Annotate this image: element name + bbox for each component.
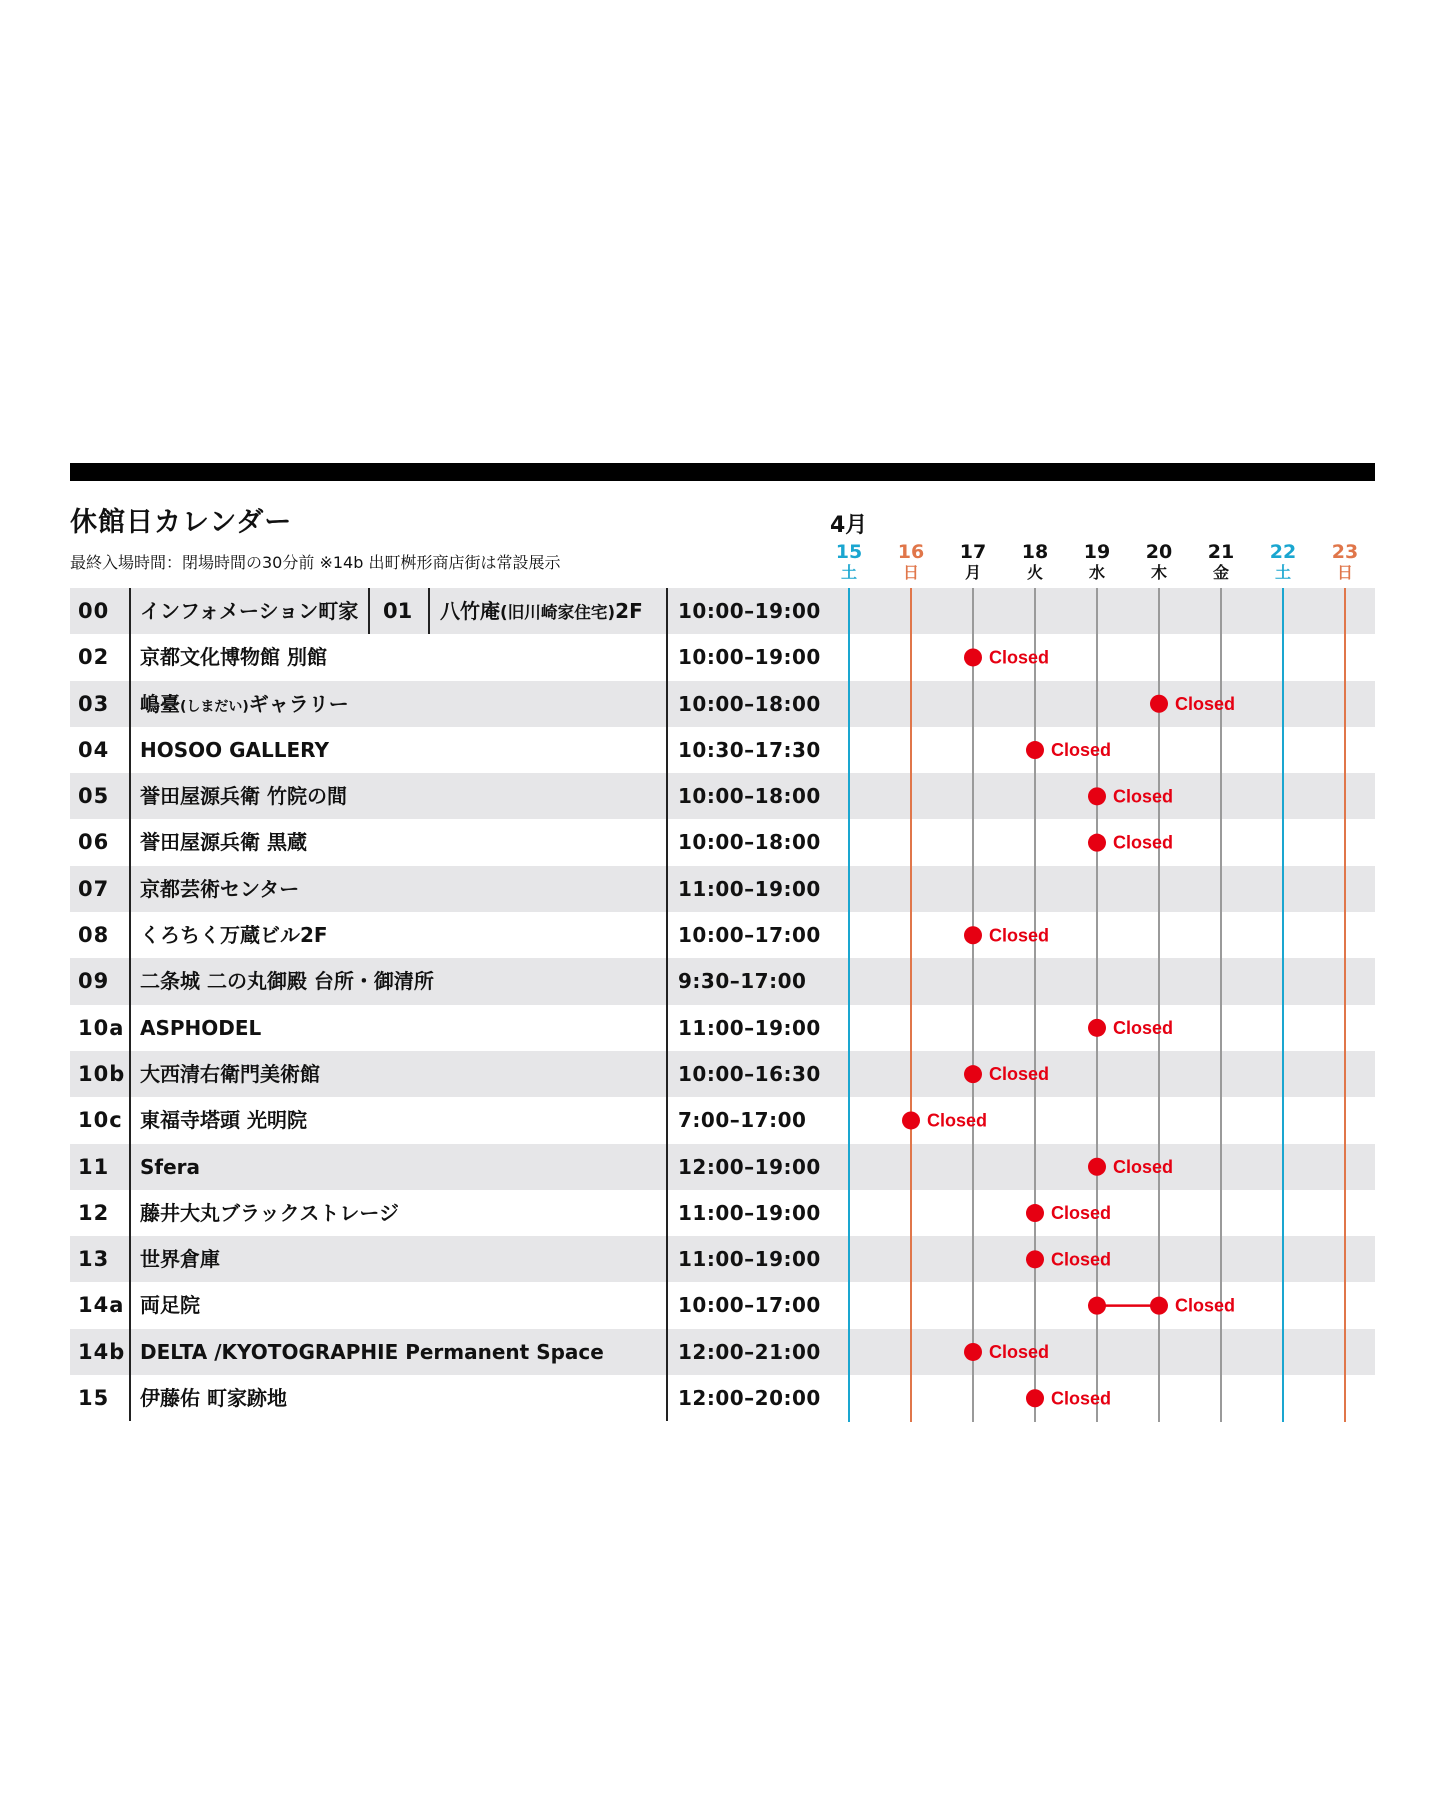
venue-name-main: 嶋臺: [140, 691, 180, 716]
venue-name: 世界倉庫: [140, 1247, 220, 1272]
closed-label: Closed: [1051, 1203, 1112, 1224]
venue-name: 誉田屋源兵衛 黒蔵: [140, 830, 307, 855]
venue-name: 藤井大丸ブラックストレージ: [140, 1200, 399, 1225]
venue-number: 05: [78, 784, 110, 809]
table-row: [70, 819, 1375, 865]
table-row: [70, 1375, 1375, 1421]
page-subtitle: 最終入場時間：閉場時間の30分前 ※14b 出町桝形商店街は常設展示: [70, 553, 561, 572]
table-row: [70, 1051, 1375, 1097]
column-divider: [129, 1097, 131, 1143]
column-divider: [666, 1144, 668, 1190]
day-weekday: 木: [1150, 563, 1167, 582]
table-row: [70, 1144, 1375, 1190]
day-header-23: [1320, 540, 1370, 582]
day-header-17: [948, 540, 998, 582]
closed-label: Closed: [1175, 693, 1236, 714]
table-row: [70, 1236, 1375, 1282]
venue-number: 10a: [78, 1015, 125, 1040]
table-row: [70, 866, 1375, 912]
venue-name-reading: (しまだい): [180, 698, 249, 715]
day-date: 16: [897, 541, 925, 563]
closed-label: Closed: [989, 647, 1050, 668]
column-divider: [666, 727, 668, 773]
day-weekday: 月: [964, 563, 981, 582]
table-row: [70, 727, 1375, 773]
column-divider: [666, 1051, 668, 1097]
column-divider: [666, 1190, 668, 1236]
opening-hours: 11:00–19:00: [678, 1247, 821, 1272]
opening-hours: 11:00–19:00: [678, 1200, 821, 1225]
venue-number: 06: [78, 830, 110, 855]
closed-label: Closed: [1051, 740, 1112, 761]
venue-number: 14b: [78, 1339, 126, 1364]
day-date: 17: [959, 541, 987, 563]
column-divider: [129, 1190, 131, 1236]
day-date: 23: [1331, 541, 1359, 563]
day-weekday: 金: [1212, 563, 1229, 582]
column-divider: [129, 1236, 131, 1282]
closed-label: Closed: [1051, 1249, 1112, 1270]
day-header-20: [1134, 540, 1184, 582]
opening-hours: 11:00–19:00: [678, 1015, 821, 1040]
venue-name: 二条城 二の丸御殿 台所・御清所: [140, 969, 434, 994]
venue-number: 08: [78, 923, 110, 948]
column-divider: [666, 912, 668, 958]
column-divider: [129, 1375, 131, 1421]
venue-number: 07: [78, 876, 110, 901]
day-header-22: [1258, 540, 1308, 582]
venue-name: 両足院: [140, 1293, 200, 1318]
venue-table: [70, 588, 1375, 1421]
venue-name: 大西清右衛門美術館: [140, 1061, 320, 1086]
venue-name: 京都芸術センター: [140, 876, 300, 901]
closed-label: Closed: [1113, 1156, 1174, 1177]
opening-hours: 10:00–19:00: [678, 645, 821, 670]
column-divider: [666, 866, 668, 912]
opening-hours: 10:00–18:00: [678, 830, 821, 855]
day-date: 18: [1021, 541, 1049, 563]
venue-name: [140, 681, 349, 730]
opening-hours: 9:30–17:00: [678, 969, 807, 994]
closed-label: Closed: [1113, 832, 1174, 853]
day-weekday: 土: [1274, 563, 1291, 582]
page-title: 休館日カレンダー: [70, 507, 293, 538]
column-divider: [129, 958, 131, 1004]
table-row: [70, 1097, 1375, 1143]
day-header-15: [824, 540, 874, 582]
opening-hours: 12:00–21:00: [678, 1339, 821, 1364]
opening-hours: 10:00–19:00: [678, 599, 821, 623]
opening-hours: 11:00–19:00: [678, 876, 821, 901]
day-header-18: [1010, 540, 1060, 582]
table-row: [70, 681, 1375, 727]
venue-name-main: 八竹庵: [440, 599, 500, 623]
table-row: [70, 912, 1375, 958]
opening-hours: 12:00–20:00: [678, 1386, 821, 1411]
column-divider: [666, 1097, 668, 1143]
venue-number: 13: [78, 1247, 110, 1272]
closed-label: Closed: [989, 1064, 1050, 1085]
closed-label: Closed: [1113, 786, 1174, 807]
venue-number-secondary: 01: [383, 599, 413, 623]
column-divider: [129, 912, 131, 958]
venue-name: HOSOO GALLERY: [140, 737, 329, 762]
closed-label: Closed: [1175, 1295, 1236, 1316]
day-date: 22: [1269, 541, 1297, 563]
venue-number: 11: [78, 1154, 110, 1179]
day-date: 20: [1145, 541, 1173, 563]
venue-name: インフォメーション町家: [140, 599, 359, 623]
day-header-21: [1196, 540, 1246, 582]
venue-name: 京都文化博物館 別館: [140, 645, 327, 670]
column-divider: [129, 1329, 131, 1375]
day-date: 21: [1207, 541, 1235, 563]
venue-number: 15: [78, 1386, 110, 1411]
month-label: 4月: [830, 513, 868, 538]
column-divider: [666, 634, 668, 680]
venue-number: 02: [78, 645, 110, 670]
table-row: [70, 1282, 1375, 1328]
column-divider: [129, 681, 131, 727]
day-weekday: 火: [1026, 563, 1043, 582]
opening-hours: 10:00–16:30: [678, 1061, 821, 1086]
table-row: [70, 1190, 1375, 1236]
day-date: 19: [1083, 541, 1111, 563]
column-divider: [129, 727, 131, 773]
closed-label: Closed: [1051, 1388, 1112, 1409]
venue-name: 東福寺塔頭 光明院: [140, 1108, 307, 1133]
table-row: [70, 773, 1375, 819]
opening-hours: 10:30–17:30: [678, 737, 821, 762]
venue-name-secondary: [440, 588, 643, 636]
column-divider: [666, 819, 668, 865]
opening-hours: 10:00–18:00: [678, 784, 821, 809]
closed-label: Closed: [927, 1110, 988, 1131]
opening-hours: 12:00–19:00: [678, 1154, 821, 1179]
venue-name: 伊藤佑 町家跡地: [140, 1386, 287, 1411]
header-bar: [70, 463, 1375, 481]
column-divider: [129, 588, 131, 634]
column-divider: [666, 1005, 668, 1051]
table-row: [70, 958, 1375, 1004]
column-divider: [129, 819, 131, 865]
venue-number: 12: [78, 1200, 110, 1225]
column-divider: [666, 1375, 668, 1421]
venue-number: 09: [78, 969, 110, 994]
column-divider: [666, 1282, 668, 1328]
column-divider: [129, 866, 131, 912]
table-row: [70, 1329, 1375, 1375]
venue-name: ASPHODEL: [140, 1015, 262, 1040]
venue-name-suffix: 2F: [615, 599, 643, 623]
table-row: [70, 588, 1375, 634]
column-divider: [428, 588, 430, 634]
column-divider: [129, 1051, 131, 1097]
table-row: [70, 634, 1375, 680]
venue-name-suffix: ギャラリー: [248, 691, 349, 716]
closed-label: Closed: [1113, 1017, 1174, 1038]
closed-label: Closed: [989, 925, 1050, 946]
closed-label: Closed: [989, 1341, 1050, 1362]
opening-hours: 10:00–18:00: [678, 691, 821, 716]
opening-hours: 10:00–17:00: [678, 1293, 821, 1318]
column-divider: [666, 1329, 668, 1375]
venue-number: 04: [78, 737, 110, 762]
venue-number: 03: [78, 691, 110, 716]
venue-number: 00: [78, 599, 110, 623]
column-divider: [129, 773, 131, 819]
column-divider: [129, 634, 131, 680]
table-row: [70, 1005, 1375, 1051]
column-divider: [129, 1282, 131, 1328]
venue-number: 14a: [78, 1293, 125, 1318]
day-weekday: 日: [902, 563, 919, 582]
day-header-16: [886, 540, 936, 582]
opening-hours: 10:00–17:00: [678, 923, 821, 948]
venue-name: 誉田屋源兵衛 竹院の間: [140, 784, 347, 809]
column-divider: [129, 1005, 131, 1051]
day-weekday: 水: [1088, 563, 1105, 582]
column-divider: [666, 773, 668, 819]
column-divider: [129, 1144, 131, 1190]
day-weekday: 土: [840, 563, 857, 582]
column-divider: [666, 1236, 668, 1282]
venue-name-reading: (旧川崎家住宅): [500, 603, 616, 622]
venue-number: 10c: [78, 1108, 123, 1133]
venue-name: Sfera: [140, 1154, 201, 1179]
column-divider: [666, 681, 668, 727]
day-header-19: [1072, 540, 1122, 582]
venue-number: 10b: [78, 1061, 126, 1086]
column-divider: [666, 958, 668, 1004]
venue-name: DELTA /KYOTOGRAPHIE Permanent Space: [140, 1339, 604, 1364]
venue-name: くろちく万蔵ビル2F: [140, 923, 328, 948]
day-date: 15: [835, 541, 863, 563]
day-weekday: 日: [1336, 563, 1353, 582]
column-divider: [368, 588, 370, 634]
opening-hours: 7:00–17:00: [678, 1108, 807, 1133]
column-divider: [666, 588, 668, 634]
